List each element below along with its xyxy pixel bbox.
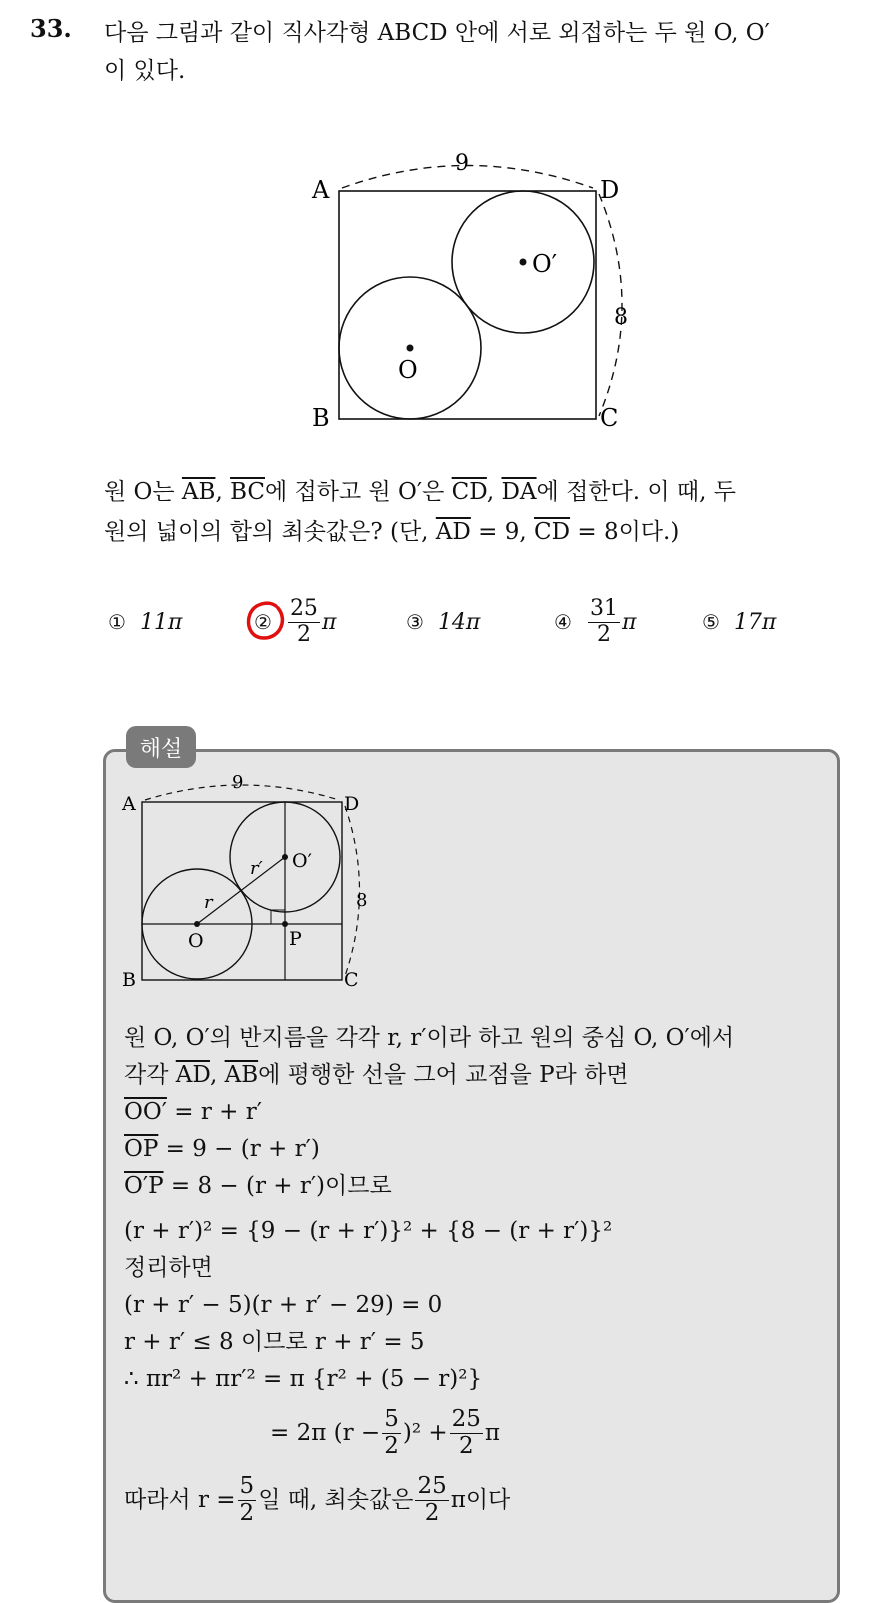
- center-o-prime: [520, 259, 527, 266]
- label-o: O: [188, 930, 204, 952]
- solution-text-part: 각각: [124, 1062, 176, 1088]
- question-text: [104, 14, 770, 90]
- segment-o-prime-p: O′P: [124, 1173, 164, 1199]
- segment-cd: $\overline{CD}$: [534, 519, 571, 545]
- center-o-prime: [282, 854, 288, 860]
- label-d: D: [600, 176, 620, 204]
- center-o: [194, 921, 200, 927]
- solution-line-9: r + r′ ≤ 8 이므로 r + r′ = 5: [124, 1329, 425, 1355]
- pi-symbol: π: [321, 609, 337, 635]
- condition-text: = 9,: [470, 519, 535, 545]
- segment-oo-prime: [197, 857, 285, 924]
- choice-mark: ③: [406, 610, 424, 634]
- choice-mark: ⑤: [702, 610, 720, 634]
- label-r: r: [204, 892, 213, 913]
- condition-line-1: [104, 472, 736, 512]
- numerator: 25: [451, 1406, 481, 1433]
- fraction: [450, 1407, 483, 1459]
- segment-ab: $\overline{AB}$: [224, 1062, 259, 1088]
- solution-line-12: [124, 1468, 734, 1532]
- label-length-9: 9: [455, 151, 469, 176]
- rectangle-circles-figure: [300, 140, 640, 440]
- segment-ab: $\overline{AB}$: [181, 479, 216, 505]
- answer-circle-icon: [244, 598, 288, 642]
- separator: ,: [215, 479, 231, 505]
- separator: ,: [486, 479, 502, 505]
- label-o-prime: O′: [532, 250, 558, 278]
- solution-text-part: 에 평행한 선을 그어 교점을 P라 하면: [258, 1062, 629, 1088]
- denominator: 2: [458, 1432, 474, 1459]
- choice-mark: ①: [108, 610, 126, 634]
- choice-2[interactable]: [254, 592, 336, 652]
- separator: ,: [209, 1062, 225, 1088]
- label-c: C: [344, 969, 359, 991]
- label-o-prime: O′: [292, 850, 312, 872]
- fraction: [238, 1474, 257, 1526]
- condition-text: 에 접하고 원 O′은: [265, 479, 452, 505]
- numerator: 5: [239, 1473, 255, 1500]
- condition-text: = 8이다.): [570, 519, 680, 545]
- label-r-prime: r′: [250, 858, 263, 879]
- choice-fraction: [588, 597, 620, 646]
- question-line-2: 이 있다.: [104, 58, 186, 84]
- solution-text: [124, 1020, 734, 1532]
- choice-value: 11π: [139, 609, 183, 635]
- question-condition: [104, 472, 736, 552]
- question-number: 33.: [30, 14, 72, 43]
- label-d: D: [344, 793, 360, 815]
- choice-value: 14π: [437, 609, 481, 635]
- denominator: 2: [424, 1499, 440, 1526]
- equation: = 8 − (r + r′)이므로: [163, 1173, 392, 1199]
- segment-cd: $\overline{CD}$: [451, 479, 487, 505]
- choice-value: 17π: [733, 609, 777, 635]
- label-b: B: [312, 404, 330, 432]
- denominator: 2: [296, 621, 311, 647]
- numerator: 25: [417, 1473, 447, 1500]
- segment-bc: $\overline{BC}$: [230, 479, 265, 505]
- solution-line-1: 원 O, O′의 반지름을 각각 r, r′이라 하고 원의 중심 O, O′에서: [124, 1025, 735, 1051]
- label-length-8: 8: [356, 890, 368, 911]
- equation: 일 때, 최솟값은: [258, 1486, 414, 1513]
- label-o: O: [398, 356, 418, 384]
- solution-line-2: [124, 1057, 734, 1094]
- segment-ad: $\overline{AD}$: [435, 519, 471, 545]
- label-length-9: 9: [232, 772, 244, 793]
- solution-tag: 해설: [126, 726, 196, 768]
- choice-mark-text: ②: [254, 610, 272, 634]
- solution-line-10: ∴ πr² + πr′² = π {r² + (5 − r)²}: [124, 1366, 483, 1392]
- equation: )² +: [402, 1419, 448, 1446]
- label-a: A: [312, 176, 330, 204]
- label-b: B: [122, 969, 136, 991]
- condition-line-2: [104, 512, 736, 552]
- solution-line-11: [124, 1398, 734, 1468]
- label-a: A: [122, 793, 136, 815]
- segment-da: $\overline{DA}$: [501, 479, 537, 505]
- denominator: 2: [239, 1499, 255, 1526]
- condition-text: 원 O는: [104, 479, 182, 505]
- question-line-1: 다음 그림과 같이 직사각형 ABCD 안에 서로 외접하는 두 원 O, O′: [104, 20, 770, 46]
- equation: 따라서 r =: [124, 1486, 236, 1513]
- center-o: [407, 345, 414, 352]
- solution-line-5: [124, 1168, 734, 1205]
- equation: π이다: [450, 1486, 511, 1513]
- equation: = 9 − (r + r′): [158, 1136, 320, 1162]
- choice-1[interactable]: [108, 592, 182, 652]
- denominator: 2: [384, 1432, 399, 1459]
- numerator: 31: [589, 596, 618, 622]
- denominator: 2: [596, 621, 611, 647]
- segment-ad: $\overline{AD}$: [175, 1062, 210, 1088]
- equation: = 2π (r −: [270, 1419, 381, 1446]
- label-length-8: 8: [614, 305, 628, 330]
- segment-oo-prime: OO′: [124, 1099, 167, 1125]
- solution-line-8: (r + r′ − 5)(r + r′ − 29) = 0: [124, 1292, 443, 1318]
- solution-line-4: [124, 1131, 734, 1168]
- choice-mark: ④: [554, 610, 572, 634]
- choice-fraction: [288, 597, 320, 646]
- pi-symbol: π: [621, 609, 637, 635]
- fraction: [382, 1407, 401, 1459]
- choice-mark: [254, 610, 272, 634]
- choice-4[interactable]: [554, 592, 636, 652]
- point-p: [282, 921, 288, 927]
- solution-line-7: 정리하면: [124, 1255, 213, 1281]
- choice-5[interactable]: [702, 592, 776, 652]
- pi-symbol: π: [484, 1419, 501, 1446]
- segment-op: $\overline{OP}$: [124, 1136, 159, 1162]
- condition-text: 에 접한다. 이 때, 두: [536, 479, 736, 505]
- condition-text: 원의 넓이의 합의 최솟값은? (단,: [104, 519, 436, 545]
- choice-3[interactable]: [406, 592, 480, 652]
- numerator: 5: [384, 1406, 399, 1433]
- solution-line-3: [124, 1094, 734, 1131]
- equation: = r + r′: [166, 1099, 262, 1125]
- numerator: 25: [289, 596, 318, 622]
- label-p: P: [289, 928, 302, 950]
- solution-figure: [112, 770, 382, 1010]
- fraction: [415, 1474, 448, 1526]
- solution-line-6: (r + r′)² = {9 − (r + r′)}² + {8 − (r + r′)}²: [124, 1218, 613, 1244]
- label-c: C: [600, 404, 619, 432]
